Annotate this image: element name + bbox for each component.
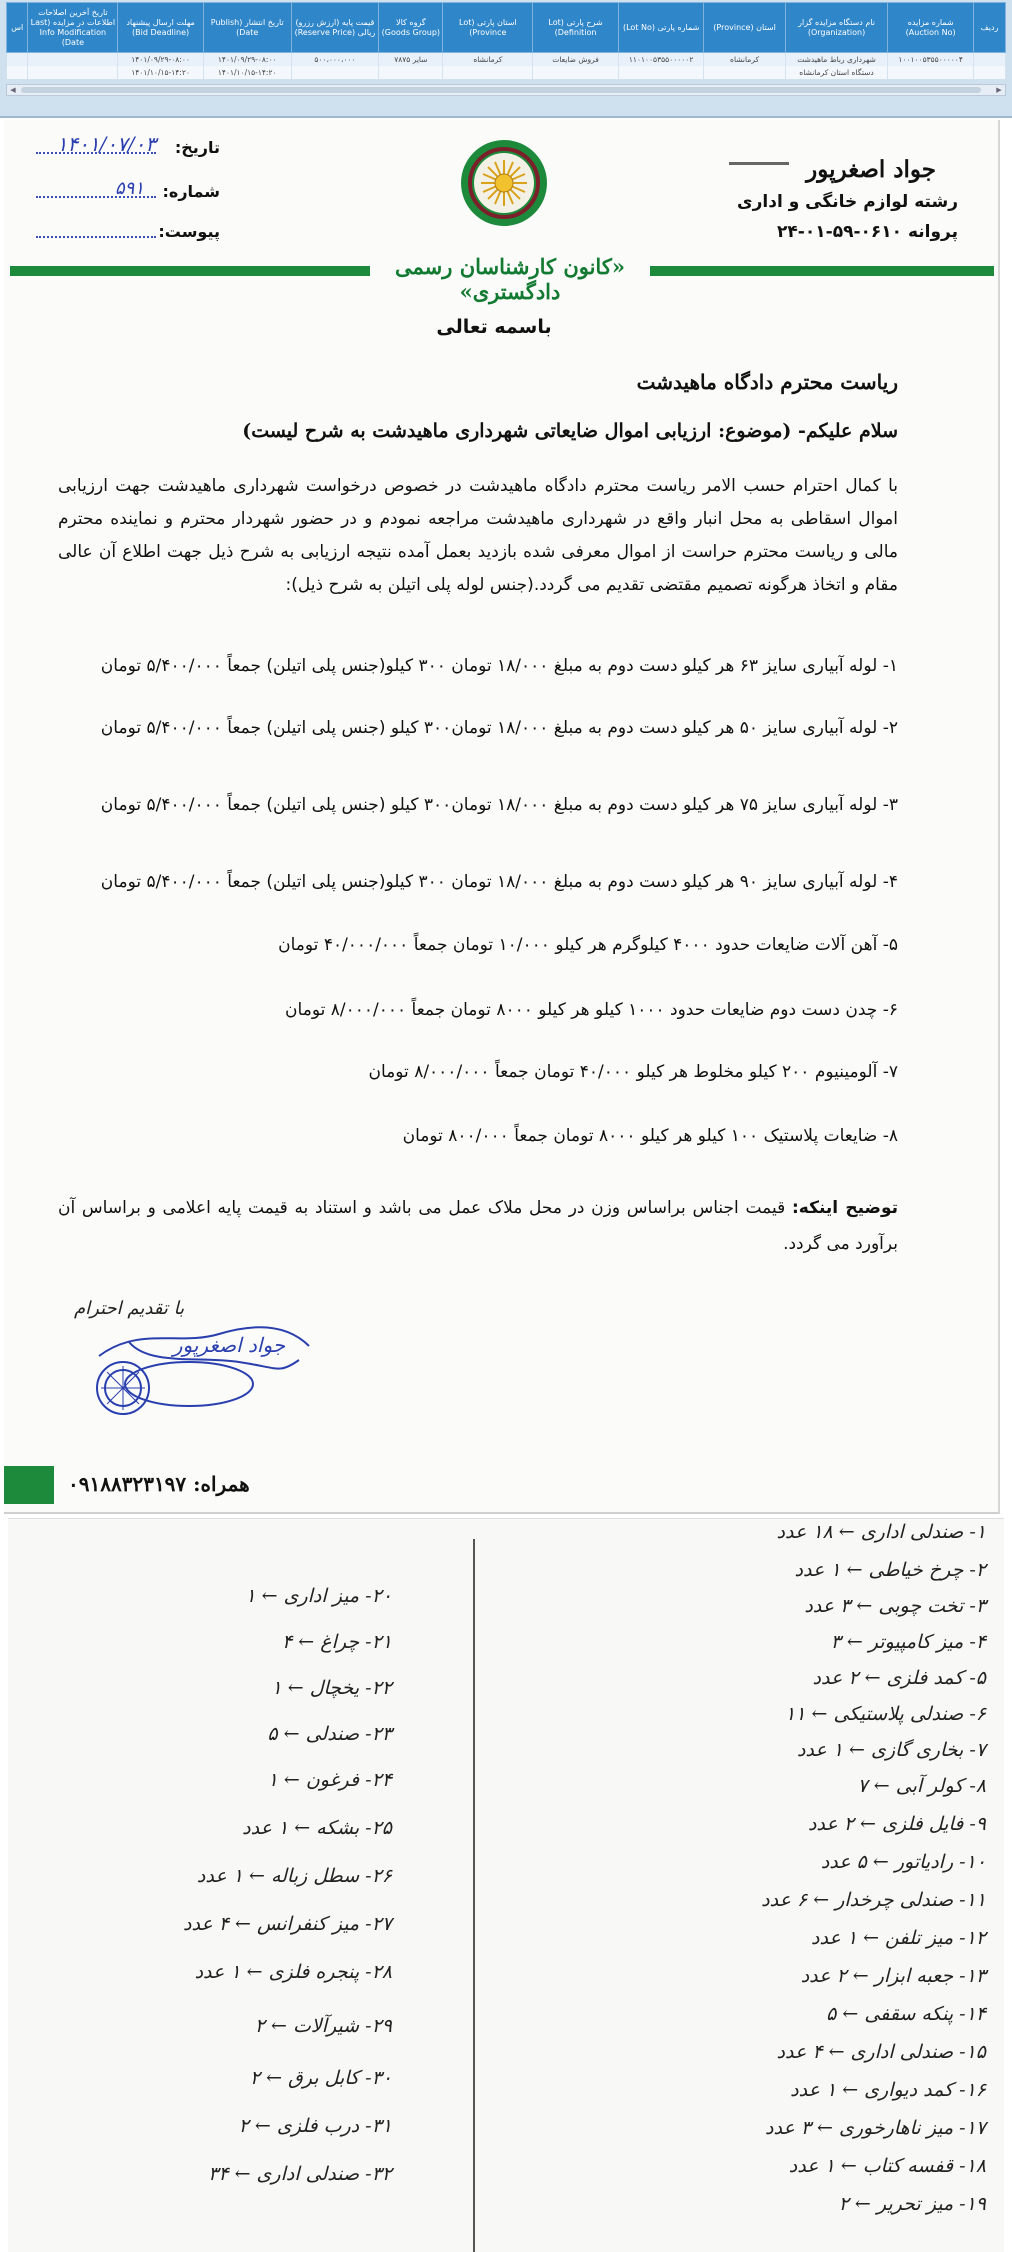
col-province[interactable]: استان (Province): [704, 3, 785, 53]
number-label: شماره:: [162, 182, 220, 201]
scroll-right-icon[interactable]: ▶: [996, 86, 1002, 94]
table-cell: ۱۴۰۱/۰۹/۲۹-۰۸:۰۰: [118, 53, 204, 66]
list-item: ۱۲- میز تلفن ← ۱ عدد: [811, 1927, 986, 1949]
col-lot-definition[interactable]: شرح پارتی (Lot Definition): [533, 3, 619, 53]
list-item: ۲۱- چراغ ← ۴: [282, 1631, 392, 1653]
list-item: ۵- آهن آلات ضایعات حدود ۴۰۰۰ کیلوگرم هر کیلو ۱۰/۰۰۰ تومان جمعاً ۴۰/۰۰۰/۰۰۰ تومان: [278, 935, 898, 955]
table-cell: ۱۴۰۱/۰۹/۲۹-۰۸:۰۰: [203, 53, 291, 66]
judiciary-emblem-icon: [459, 138, 549, 228]
list-item: ۱- صندلی اداری ← ۱۸ عدد: [776, 1521, 986, 1543]
list-item: ۳۰- کابل برق ← ۲: [249, 2067, 392, 2089]
date-field: [20, 132, 220, 162]
table-cell: [291, 66, 379, 79]
list-item: ۲- لوله آبیاری سایز ۵۰ هر کیلو دست دوم به مبلغ ۱۸/۰۰۰ تومان۳۰۰ کیلو (جنس پلی اتیلن) جمعاً ۵/۴۰۰/۰۰۰ تومان: [100, 718, 898, 738]
list-item: ۲۳- صندلی ← ۵: [267, 1723, 392, 1745]
table-cell: [7, 53, 28, 66]
list-item: ۲۸- پنجره فلزی ← ۱ عدد: [194, 1961, 392, 1983]
col-organization[interactable]: نام دستگاه مزایده گزار (Organization): [785, 3, 888, 53]
bismillah-heading: باسمه تعالی: [436, 316, 552, 338]
table-cell: [533, 66, 619, 79]
letterhead-field: رشته لوازم خانگی و اداری: [737, 192, 958, 212]
table-cell: [618, 66, 704, 79]
list-item: ۸- کولر آبی ← ۷: [857, 1775, 986, 1797]
col-reserve-price[interactable]: قیمت پایه (ارزش رزرو) ریالی (Reserve Price): [291, 3, 379, 53]
attachment-label: پیوست:: [158, 222, 220, 241]
table-row[interactable]: [7, 53, 1006, 66]
signature-stamp-icon: [89, 1316, 319, 1426]
table-cell: [888, 66, 974, 79]
list-item: ۷- آلومینیوم ۲۰۰ کیلو مخلوط هر کیلو ۴۰/۰۰۰ تومان جمعاً ۸/۰۰۰/۰۰۰ تومان: [368, 1062, 898, 1082]
table-cell: [704, 66, 785, 79]
table-cell: [7, 66, 28, 79]
list-item: ۱۹- میز تحریر ← ۲: [838, 2193, 986, 2215]
letter-body: با کمال احترام حسب الامر ریاست محترم دادگاه ماهیدشت در خصوص درخواست شهرداری ماهیدشت جهت ارزیابی اموال اسقاطی به محل انبار واقع در شهرداری ماهیدشت مراجعه نمودم و در حضور شهردار محترم و نماینده محترم مالی و ریاست محترم حراست از اموال معرفی شده بازدید بعمل آمده نتیجه ارزیابی به شرح ذیل جهت اطلاع آن عالی مقام و اتخاذ هرگونه تصمیم مقتضی تقدیم می گردد.(جنس لوله پلی اتیلن به شرح ذیل):: [58, 476, 898, 595]
list-item: ۴- لوله آبیاری سایز ۹۰ هر کیلو دست دوم به مبلغ ۱۸/۰۰۰ تومان ۳۰۰ کیلو(جنس پلی اتیلن) جمعاً ۵/۴۰۰/۰۰۰ تومان: [100, 872, 898, 892]
list-item: ۱۸- قفسه کتاب ← ۱ عدد: [788, 2155, 986, 2177]
date-label: تاریخ:: [174, 138, 220, 157]
table-cell: کرمانشاه: [704, 53, 785, 66]
col-lot-province[interactable]: استان پارتی (Lot Province): [443, 3, 533, 53]
table-cell: کرمانشاه: [443, 53, 533, 66]
table-cell: سایر ۷۸۷۵: [379, 53, 443, 66]
table-cell: فروش ضایعات: [533, 53, 619, 66]
table-cell: ۱۴۰۱/۱۰/۱۵-۱۴:۲۰: [203, 66, 291, 79]
list-item: ۶- چدن دست دوم ضایعات حدود ۱۰۰۰ کیلو هر کیلو ۸۰۰۰ تومان جمعاً ۸/۰۰۰/۰۰۰ تومان: [285, 1000, 898, 1020]
horizontal-scrollbar[interactable]: [6, 84, 1006, 96]
table-cell: [443, 66, 533, 79]
auction-table: [6, 2, 1006, 79]
list-item: ۱- لوله آبیاری سایز ۶۳ هر کیلو دست دوم به مبلغ ۱۸/۰۰۰ تومان ۳۰۰ کیلو(جنس پلی اتیلن) جمعاً ۵/۴۰۰/۰۰۰ تومان: [100, 656, 898, 676]
list-item: ۳۱- درب فلزی ← ۲: [238, 2115, 392, 2137]
list-item: ۸- ضایعات پلاستیک ۱۰۰ کیلو هر کیلو ۸۰۰۰ تومان جمعاً ۸۰۰/۰۰۰ تومان: [402, 1126, 898, 1146]
footer-green-bar: [4, 1466, 54, 1504]
col-lot-no[interactable]: شماره پارتی (Lot No): [618, 3, 704, 53]
list-item: ۶- صندلی پلاستیکی ← ۱۱: [785, 1703, 986, 1725]
note-text: قیمت اجناس براساس وزن در محل ملاک عمل می باشد و استناد به قیمت پایه اعلامی و براساس آن برآورد می گردد.: [58, 1198, 898, 1254]
table-row[interactable]: [7, 66, 1006, 79]
col-status[interactable]: اس: [7, 3, 28, 53]
list-item: ۷- بخاری گازی ← ۱ عدد: [796, 1739, 986, 1761]
table-cell: [973, 66, 1005, 79]
list-item: ۵- کمد فلزی ← ۲ عدد: [812, 1667, 986, 1689]
auction-info-strip: [0, 0, 1012, 118]
col-bid-deadline[interactable]: مهلت ارسال پیشنهاد (Bid Deadline): [118, 3, 204, 53]
attachment-field: [20, 222, 220, 246]
column-divider: [473, 1539, 475, 2252]
table-cell: ۵۰۰،۰۰۰،۰۰۰: [291, 53, 379, 66]
list-item: ۲- چرخ خیاطی ← ۱ عدد: [794, 1559, 986, 1581]
col-row[interactable]: ردیف: [973, 3, 1005, 53]
list-item: ۲۴- فرغون ← ۱: [267, 1769, 392, 1791]
list-item: ۲۲- یخچال ← ۱: [271, 1677, 392, 1699]
list-item: ۱۴- پنکه سقفی ← ۵: [826, 2003, 986, 2025]
list-item: ۱۰- رادیاتور ← ۵ عدد: [820, 1851, 986, 1873]
list-item: ۱۷- میز ناهارخوری ← ۳ عدد: [764, 2117, 986, 2139]
table-cell: [973, 53, 1005, 66]
list-item: ۱۱- صندلی چرخدار ← ۶ عدد: [761, 1889, 986, 1911]
letterhead-rule: [729, 162, 789, 165]
expert-letter: [4, 120, 1000, 1514]
table-cell: ۱۱۰۱۰۰۵۳۵۵۰۰۰۰۰۲: [618, 53, 704, 66]
list-item: ۳- تخت چوبی ← ۳ عدد: [804, 1595, 986, 1617]
table-cell: ۱۴۰۱/۱۰/۱۵-۱۴:۲۰: [118, 66, 204, 79]
number-value: ۵۹۱: [114, 178, 144, 199]
col-publish-date[interactable]: تاریخ انتشار (Publish Date): [203, 3, 291, 53]
list-item: ۲۶- سطل زباله ← ۱ عدد: [196, 1865, 392, 1887]
date-value: ۱۴۰۱/۰۷/۰۳: [56, 132, 156, 156]
table-cell: [379, 66, 443, 79]
list-item: ۲۷- میز کنفرانس ← ۴ عدد: [182, 1913, 392, 1935]
letterhead-name: جواد اصغرپور: [806, 156, 936, 183]
col-auction-no[interactable]: شماره مزایده (Auction No): [888, 3, 974, 53]
table-cell: ۱۰۰۱۰۰۵۳۵۵۰۰۰۰۰۴: [888, 53, 974, 66]
letterhead-license: پروانه ۰۶۱۰-۵۹-۰۱-۲۴: [777, 222, 958, 242]
table-cell: شهرداری رباط ماهیدشت: [785, 53, 888, 66]
subject-line: سلام علیکم- (موضوع: ارزیابی اموال ضایعاتی شهرداری ماهیدشت به شرح لیست): [242, 420, 898, 442]
band-text: «کانون کارشناسان رسمی دادگستری»: [380, 254, 640, 304]
list-item: ۱۳- جعبه ابزار ← ۲ عدد: [800, 1965, 986, 1987]
letterhead-band: [10, 254, 994, 304]
table-cell: دستگاه استان کرمانشاه: [785, 66, 888, 79]
list-item: ۱۶- کمد دیواری ← ۱ عدد: [790, 2079, 986, 2101]
addressee: ریاست محترم دادگاه ماهیدشت: [636, 370, 898, 394]
list-item: ۳- لوله آبیاری سایز ۷۵ هر کیلو دست دوم به مبلغ ۱۸/۰۰۰ تومان۳۰۰ کیلو (جنس پلی اتیلن) جمعاً ۵/۴۰۰/۰۰۰ تومان: [100, 795, 898, 815]
list-item: ۲۵- بشکه ← ۱ عدد: [242, 1817, 392, 1839]
handwritten-inventory: [8, 1518, 1004, 2252]
closing-phrase: با تقدیم احترام: [74, 1298, 185, 1319]
list-item: ۴- میز کامپیوتر ← ۳: [830, 1631, 986, 1653]
scroll-left-icon[interactable]: ◀: [10, 86, 16, 94]
number-field: [20, 178, 220, 206]
list-item: ۲۹- شیرآلات ← ۲: [254, 2015, 392, 2037]
col-last-modification[interactable]: تاریخ آخرین اصلاحات اطلاعات در مزایده (Last Info Modification Date): [28, 3, 118, 53]
table-cell: [28, 53, 118, 66]
explanation-note: [58, 1190, 898, 1262]
list-item: ۲۰- میز اداری ← ۱: [245, 1585, 392, 1607]
col-goods-group[interactable]: گروه کالا (Goods Group): [379, 3, 443, 53]
list-item: ۱۵- صندلی اداری ← ۴ عدد: [776, 2041, 986, 2063]
auction-table-header-row: [7, 3, 1006, 53]
table-cell: [28, 66, 118, 79]
footer-phone: همراه: ۰۹۱۸۸۳۲۳۱۹۷: [68, 1472, 250, 1496]
note-label: توضیح اینکه:: [791, 1198, 898, 1218]
list-item: ۹- فایل فلزی ← ۲ عدد: [807, 1813, 986, 1835]
scrollbar-thumb[interactable]: [21, 87, 981, 93]
list-item: ۳۲- صندلی اداری ← ۳۴: [208, 2163, 392, 2185]
signature-name: جواد اصغرپور: [172, 1333, 286, 1357]
